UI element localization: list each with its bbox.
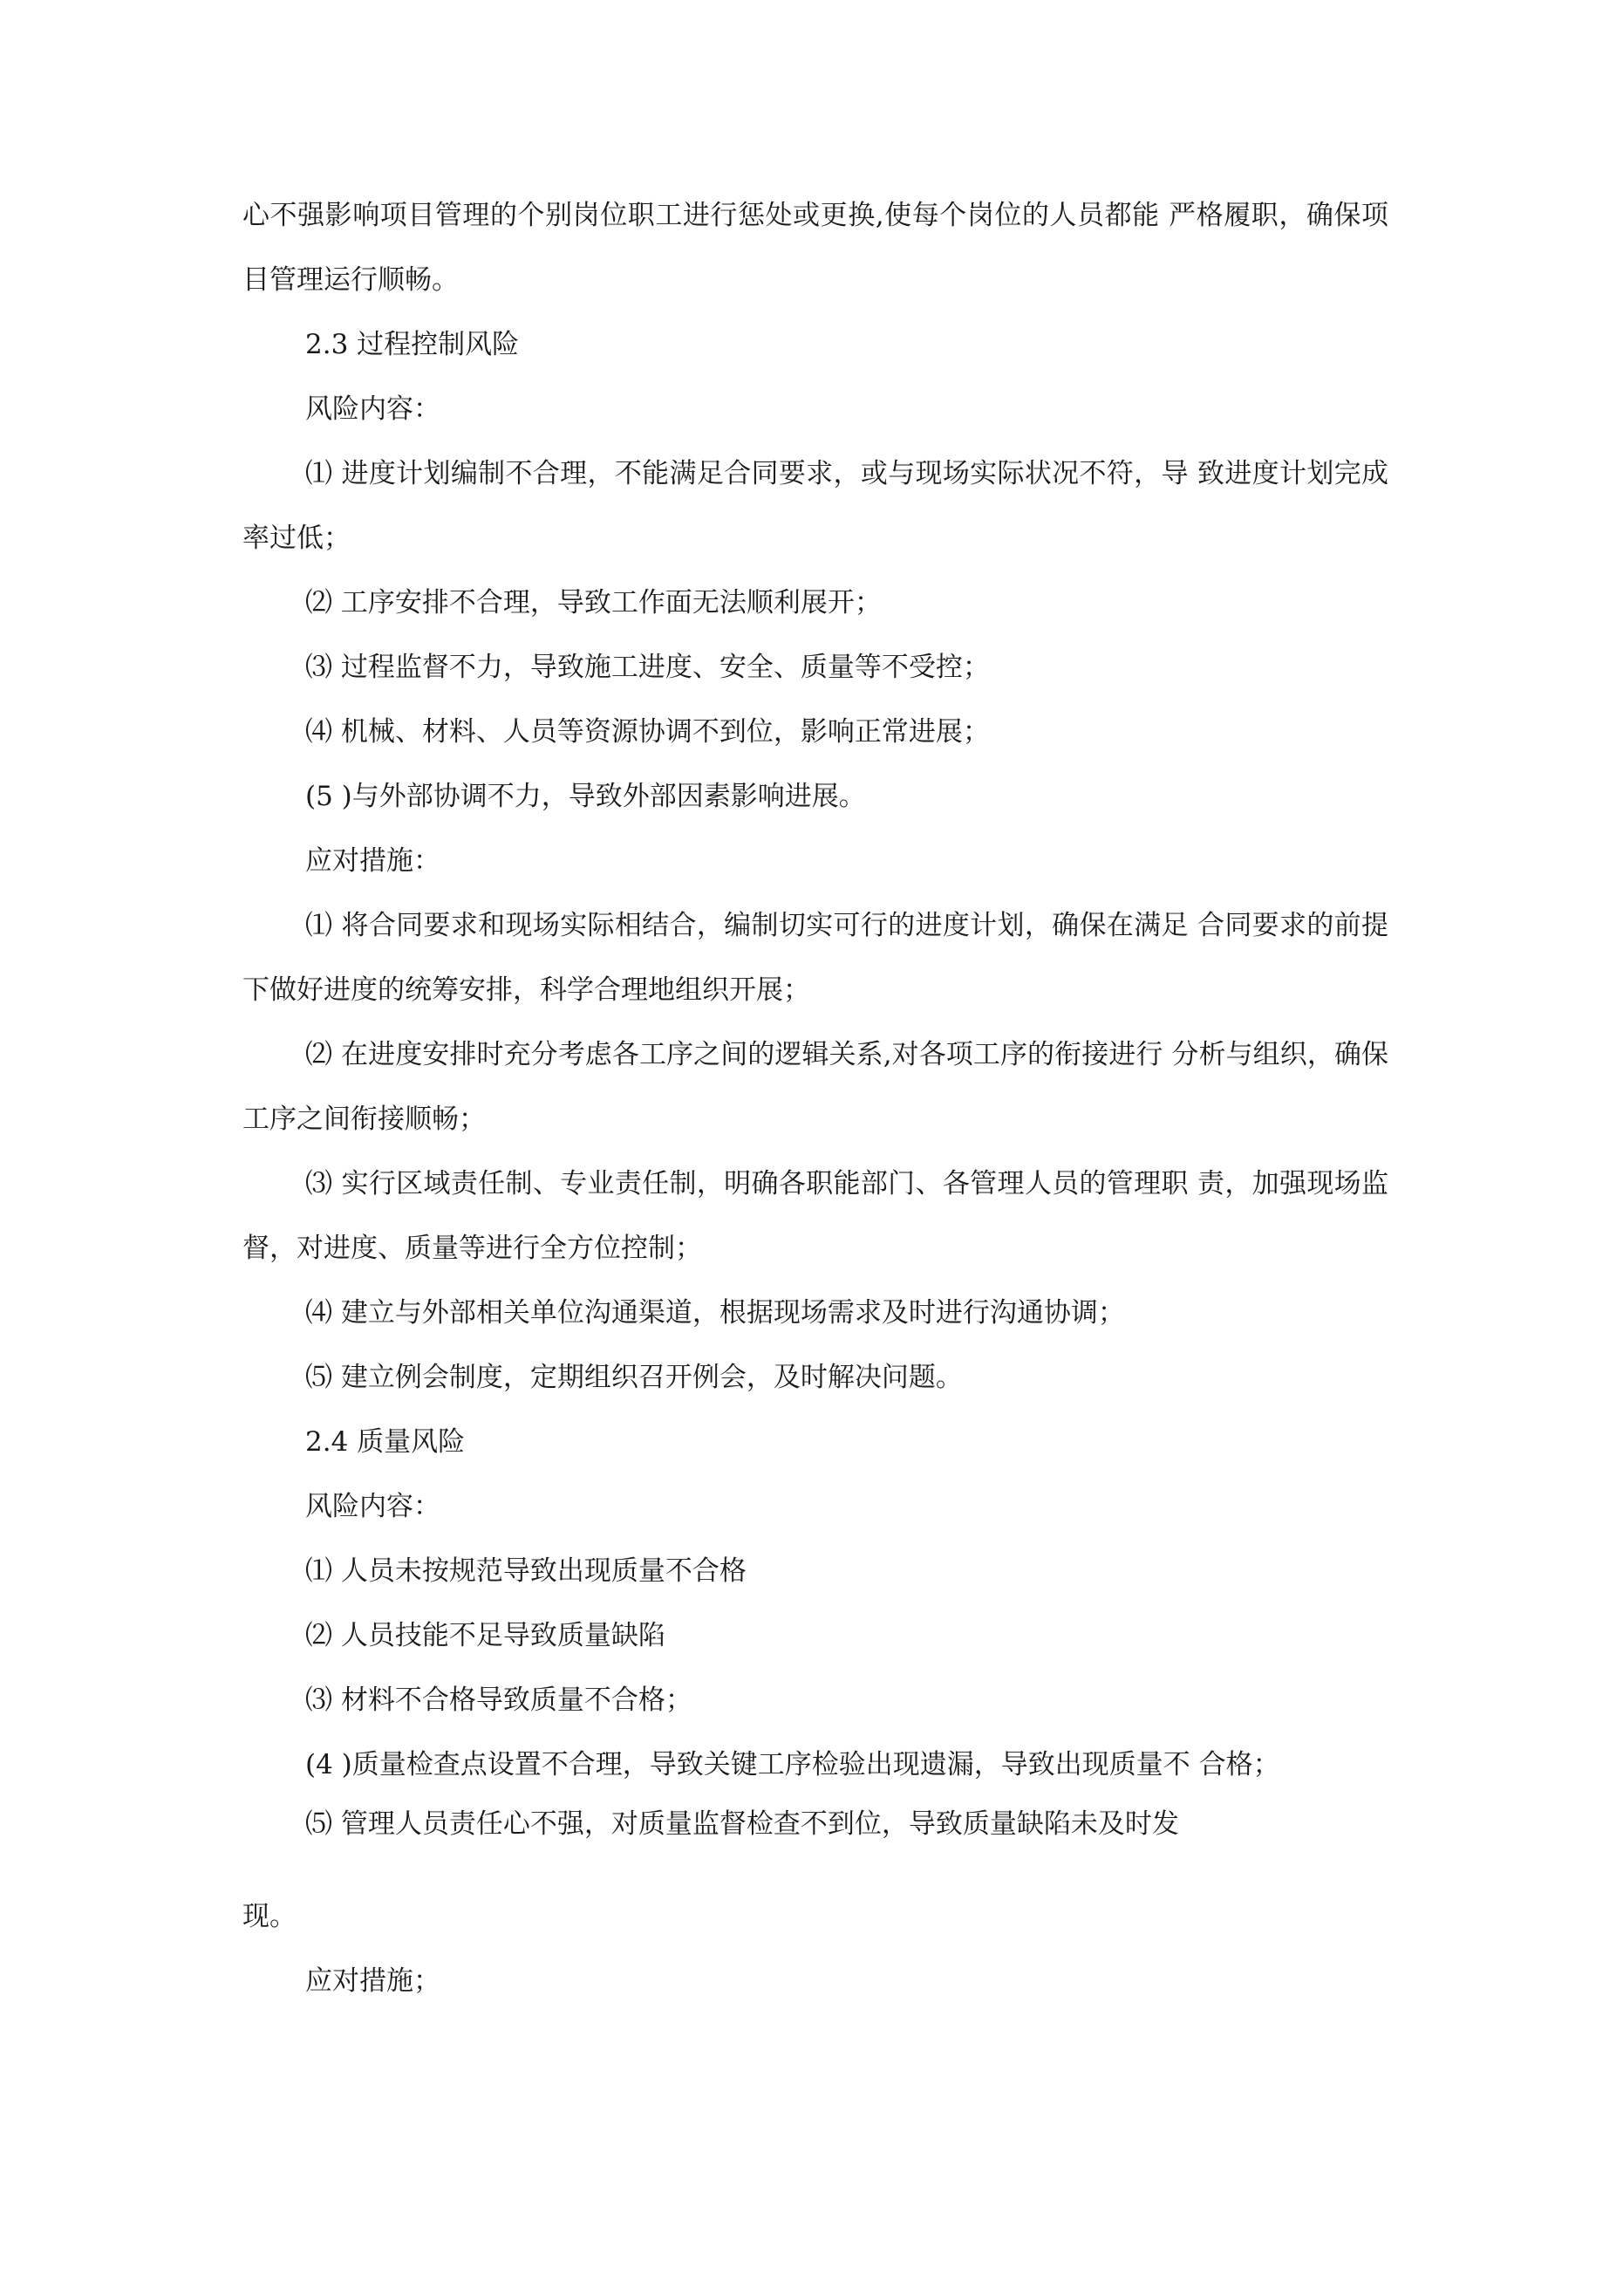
quality-risk-item-5: ⑸ 管理人员责任心不强，对质量监督检查不到位，导致质量缺陷未及时发 [305,1808,1179,1840]
measure-item-1: ⑴ 将合同要求和现场实际相结合，编制切实可行的进度计划，确保在满足 合同要求的前提下做好进度的统筹安排，科学合理地组织开展； [242,910,1388,1006]
section-heading-2-3: 2.3 过程控制风险 [305,329,520,360]
quality-risk-item-5-continuation: 现。 [242,1901,297,1932]
measures-label: 应对措施： [305,845,440,877]
risk-item-5: (5 )与外部协调不力，导致外部因素影响进展。 [305,781,866,812]
risk-item-2: ⑵ 工序安排不合理，导致工作面无法顺利展开； [305,587,882,618]
quality-risk-item-4: (4 )质量检查点设置不合理，导致关键工序检验出现遗漏，导致出现质量不 合格； [305,1749,1280,1780]
measure-item-2: ⑵ 在进度安排时充分考虑各工序之间的逻辑关系,对各项工序的衔接进行 分析与组织，确保工序之间衔接顺畅； [242,1039,1388,1135]
quality-measures-label: 应对措施； [305,1965,440,1997]
quality-risk-item-2: ⑵ 人员技能不足导致质量缺陷 [305,1620,665,1651]
quality-risk-item-1: ⑴ 人员未按规范导致出现质量不合格 [305,1555,747,1587]
quality-risk-item-3: ⑶ 材料不合格导致质量不合格； [305,1684,692,1716]
paragraph-continuation: 心不强影响项目管理的个别岗位职工进行惩处或更换,使每个岗位的人员都能 严格履职，确保项目管理运行顺畅。 [242,200,1388,296]
measure-item-3: ⑶ 实行区域责任制、专业责任制，明确各职能部门、各管理人员的管理职 责，加强现场监督，对进度、质量等进行全方位控制； [242,1168,1388,1264]
risk-item-1: ⑴ 进度计划编制不合理，不能满足合同要求，或与现场实际状况不符，导 致进度计划完成率过低； [242,458,1388,554]
risk-item-4: ⑷ 机械、材料、人员等资源协调不到位，影响正常进展； [305,716,990,748]
measure-item-5: ⑸ 建立例会制度，定期组织召开例会，及时解决问题。 [305,1362,963,1393]
risk-item-3: ⑶ 过程监督不力，导致施工进度、安全、质量等不受控； [305,652,990,683]
risk-content-label: 风险内容： [305,393,440,425]
measure-item-4: ⑷ 建立与外部相关单位沟通渠道，根据现场需求及时进行沟通协调； [305,1297,1125,1329]
quality-risk-content-label: 风险内容： [305,1491,440,1522]
document-body [242,183,1388,2013]
section-heading-2-4: 2.4 质量风险 [305,1426,466,1458]
